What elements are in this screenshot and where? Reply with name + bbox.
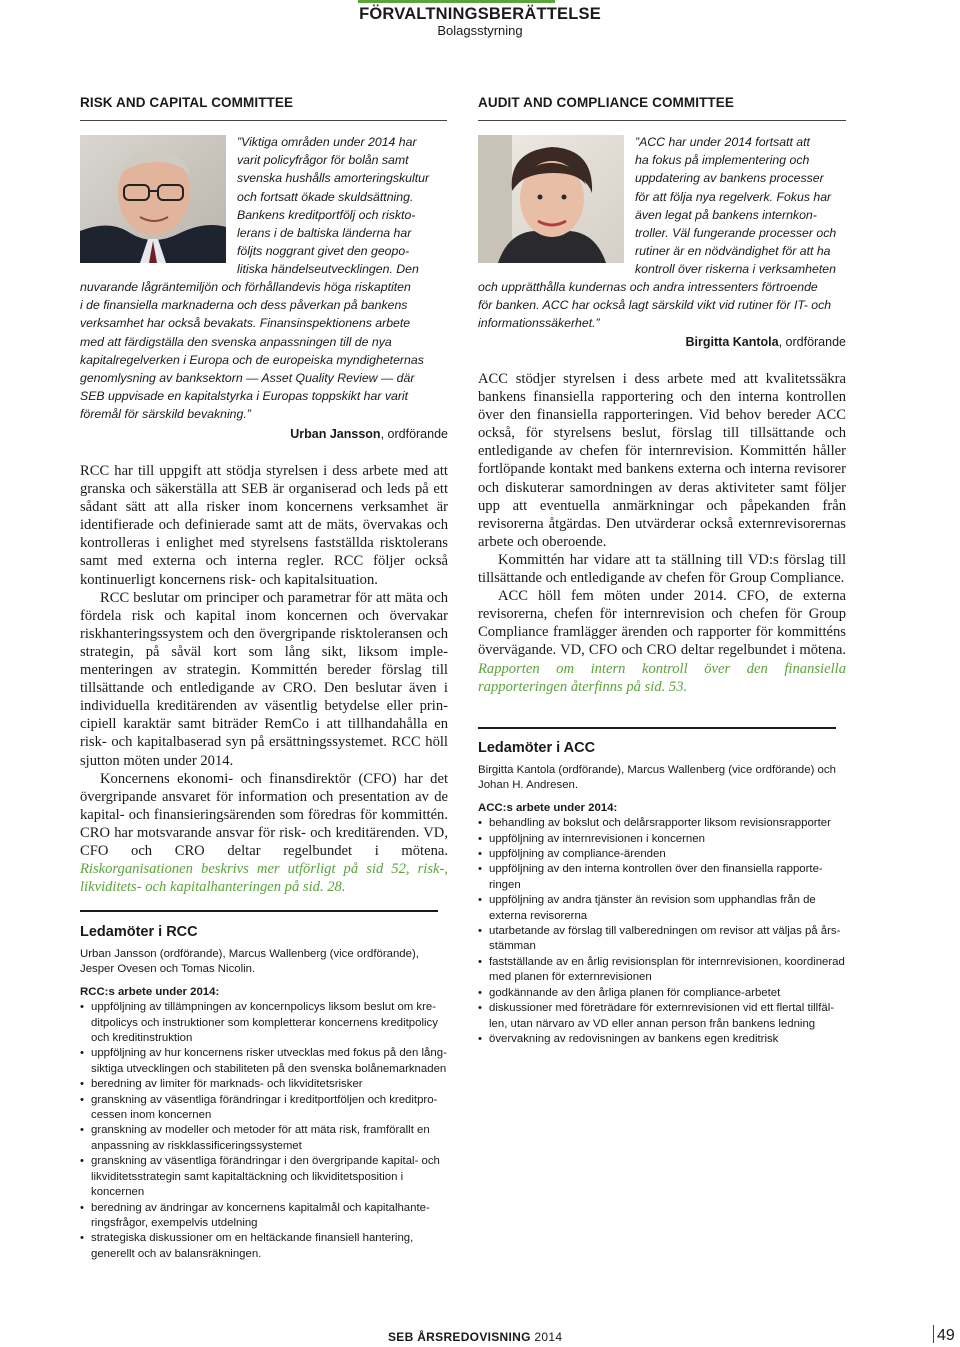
rcc-heading: RISK AND CAPITAL COMMITTEE [80, 95, 294, 110]
signature-name: Birgitta Kantola [685, 335, 779, 349]
list-item: • beredning av ändringar av koncernens kapitalmål och kapitalhanteringsfrågor, exempelvis utdelning [80, 1201, 448, 1232]
top-accent-bar [358, 0, 555, 3]
quote-line: för banken. ACC har också lagt särskild vikt vid rutiner för IT- och [478, 298, 832, 313]
rcc-body-paragraph-3-text: Koncernens ekonomi- och finansdirektör (CFO) har det övergripande ansvaret för information och presentation av de kapital- och finansieringsärenden som föredras för kommittén. CRO har motsvarande ansvar för risk- och kreditärenden. VD, CFO och CRO deltar regelbundet i mötena. [80, 770, 448, 859]
quote-line: kapitalregelverken i Europa och de europeiska myndigheternas [80, 352, 424, 367]
rcc-members-heading: Ledamöter i RCC [80, 924, 198, 940]
acc-body-paragraph-2: Kommittén har vidare att ta ställning till VD:s förslag till tillsättande och entledigande av chefen för Group Compliance. [478, 551, 846, 587]
quote-line: informationssäkerhet.” [478, 316, 600, 331]
signature-role: , ordförande [380, 427, 448, 441]
quote-line: rutiner är en nödvändighet för att ha [635, 244, 831, 259]
quote-line: med att färdigställa den svenska anpassningen till de nya [80, 334, 392, 349]
quote-line: och fortsatt ökade skuldsättning. [237, 189, 414, 204]
quote-line: verksamhet har också bevakats. Finansinspektionens arbete [80, 316, 411, 331]
acc-page-reference-link[interactable]: Rapporten om intern kontroll över den finansiella rapporteringen återfinns på sid. 53. [478, 660, 846, 695]
urban-jansson-photo [80, 135, 226, 263]
quote-line: varit policyfrågor för bolån samt [237, 153, 409, 168]
quote-line: SEB uppvisade en kapitalstyrka i Europas toppskikt har varit [80, 389, 409, 404]
quote-line: och upprätthålla kundernas och andra intressenters förtroende [478, 280, 818, 294]
quote-line: för att följa nya regelverk. Fokus har [635, 189, 832, 204]
quote-line: kontroll över riskerna i verksamheten [635, 262, 836, 277]
acc-heading: AUDIT AND COMPLIANCE COMMITTEE [478, 95, 734, 110]
list-item: • uppföljning av internrevisionen i koncernen [478, 832, 846, 847]
list-item: • behandling av bokslut och delårsrapporter liksom revisionsrapporter [478, 816, 846, 831]
quote-line: uppdatering av bankens processer [635, 171, 824, 186]
rcc-members-rule [80, 910, 438, 912]
signature-name: Urban Jansson [290, 427, 381, 441]
list-item: • godkännande av den årliga planen för compliance-arbetet [478, 986, 846, 1001]
quote-line: litiska händelseutvecklingen. Den [237, 262, 419, 277]
acc-members-heading: Ledamöter i ACC [478, 740, 596, 756]
footer-brand-name: SEB ÅRSREDOVISNING [388, 1330, 531, 1344]
list-item: • uppföljning av compliance-ärenden [478, 847, 846, 862]
list-item: • granskning av modeller och metoder för att mäta risk, framförallt en anpassning av riskklassificeringssystemet [80, 1123, 448, 1154]
list-item: • uppföljning av tillämpningen av koncernpolicys liksom beslut om kreditpolicys och instruktioner som kompletterar koncernens kreditpolicy och kreditinstruktion [80, 1000, 448, 1046]
quote-line: lerans i de baltiska länderna har [237, 226, 412, 241]
acc-body-paragraph-3-text: ACC höll fem möten under 2014. CFO, de externa revisorerna, chefen för internrevision och chefen för Group Compliance framlägger ärenden och rapporter för kommitténs övervägande. VD, CFO och CRO deltar regelbundet i mötena. [478, 588, 846, 659]
quote-line: föremål för särskild bevakning.” [80, 407, 251, 422]
quote-line: ”Viktiga områden under 2014 har [237, 135, 417, 149]
list-item: • uppföljning av den interna kontrollen över den finansiella rapporteringen [478, 862, 846, 893]
acc-work-label: ACC:s arbete under 2014: [478, 801, 618, 814]
acc-heading-rule [478, 120, 846, 121]
quote-line: ”ACC har under 2014 fortsatt att [635, 135, 810, 149]
signature-role: , ordförande [778, 335, 846, 349]
acc-work-list [478, 816, 846, 1047]
section-subtitle: Bolagsstyrning [437, 23, 523, 38]
list-item: • utarbetande av förslag till valberedningen om revisor att väljas på årsstämman [478, 924, 846, 955]
rcc-members-text: Urban Jansson (ordförande), Marcus Wallenberg (vice ordförande), Jesper Ovesen och Tomas Nicolin. [80, 948, 419, 976]
quote-line: svenska hushålls amorteringskultur [237, 171, 430, 186]
page-number: 49 [937, 1327, 955, 1344]
quote-line: ha fokus på implementering och [635, 153, 810, 168]
footer-brand [388, 1330, 562, 1344]
list-item: • fastställande av en årlig revisionsplan för internrevisionen, koordinerad med planen för externrevisionen [478, 955, 846, 986]
footer-year: 2014 [534, 1330, 563, 1344]
acc-quote-signature [630, 335, 846, 349]
quote-line: följts noggrant givet den geopo- [237, 244, 410, 259]
rcc-quote-bottom [80, 278, 450, 424]
rcc-work-list [80, 1000, 448, 1262]
acc-body-paragraph-1: ACC stödjer styrelsen i dess arbete med att kvalitetssäkra bankens finansiella rapportering och den interna kontrollen över den finansiella rapporteringen. Vid behov bereder ACC också, för styrelsens beslut, förslag till tillsättande och entledigande av chefen för internrevision. Kommittén håller fortlöpande kontakt med bankens externa och interna revisorer och diskuterar samordningen av deras aktiviteter samt följer upp att eventuella anmärkningar och påpekanden från revisorerna åtgärdas. Den utvärderar också externrevisorernas arbete och oberoende. [478, 371, 846, 550]
list-item: • beredning av limiter för marknads- och likviditetsrisker [80, 1077, 448, 1092]
quote-line: troller. Väl fungerande processer och [635, 226, 837, 241]
list-item: • uppföljning av andra tjänster än revision som upphandlas från de externa revisorerna [478, 893, 846, 924]
acc-members-rule [478, 727, 836, 729]
rcc-body-paragraph-1: RCC har till uppgift att stödja styrelsen i dess arbete med att granska och säkerställa att SEB är organiserad och leds på ett sådant sätt att alla risker inom koncernens verksamhet är identifierade och definierade samt att de mäts, övervakas och kontrolleras i enlighet med styrelsens fastställda risktolerans samt med externa och interna regler. RCC följer också kontinuerligt koncernens risk- och kapitalsituation. [80, 463, 448, 588]
rcc-work-label: RCC:s arbete under 2014: [80, 985, 220, 998]
quote-line: nuvarande lågräntemiljön och förhållandevis höga riskaptiten [80, 280, 411, 294]
rcc-heading-rule [80, 120, 447, 121]
acc-members-box [478, 763, 846, 1047]
rcc-page-reference-link[interactable]: Riskorganisationen beskrivs mer utförligt på sid 52, risk-, likviditets- och kapitalhanteringen på sid. 28. [80, 861, 448, 896]
acc-quote-bottom [478, 278, 850, 333]
list-item: • strategiska diskussioner om en heltäckande finansiell hantering, generellt och av balansräkningen. [80, 1231, 448, 1262]
rcc-quote-signature [230, 427, 448, 441]
rcc-members-box [80, 947, 448, 1262]
quote-line: även legat på bankens internkon- [635, 207, 817, 222]
list-item: • granskning av väsentliga förändringar i kreditportföljen och kreditprocessen inom koncernen [80, 1093, 448, 1124]
list-item: • granskning av väsentliga förändringar i den övergripande kapital- och likviditetsstrategin samt kapitaltäckning och likviditetsposition i koncernen [80, 1154, 448, 1200]
list-item: • övervakning av redovisningen av bankens egen kreditrisk [478, 1032, 846, 1047]
acc-body-paragraph-3 [478, 587, 846, 696]
rcc-body-paragraph-3 [80, 770, 448, 897]
section-title: FÖRVALTNINGSBERÄTTELSE [359, 5, 601, 23]
quote-line: i de finansiella marknaderna och dess påverkan på bankens [80, 298, 408, 313]
quote-line: Bankens kreditportfölj och riskto- [237, 207, 416, 222]
acc-body [478, 370, 846, 696]
birgitta-kantola-photo [478, 135, 624, 263]
rcc-body-paragraph-2: RCC beslutar om principer och parametrar för att mäta och fördela risk och kapital inom koncernen och övervakar riskhanteringssystem och den övergripande risktoleransen och strategin, på såväl kort som lång sikt, liksom implementeringen av strategin. Kommittén bereder förslag till tillsättande och entledigande av CRO. Den beslutar även i individuella kreditärenden av väsentlig betydelse eller principiell karaktär samt biträder RemCo i att tillhandahålla en risk- och kapitalbaserad syn på ersättningssystemet. RCC höll sjutton möten under 2014. [80, 589, 448, 769]
acc-members-text: Birgitta Kantola (ordförande), Marcus Wallenberg (vice ordförande) och Johan H. Andresen. [478, 764, 836, 792]
quote-line: genomlysning av banksektorn — Asset Quality Review — där [80, 371, 415, 386]
page-number-divider [933, 1325, 934, 1343]
list-item: • diskussioner med företrädare för externrevisionen vid ett flertal tillfällen, utan närvaro av VD eller annan person från bankens ledning [478, 1001, 846, 1032]
rcc-quote-top [237, 133, 449, 279]
acc-quote-top [635, 133, 850, 279]
rcc-body [80, 462, 448, 896]
list-item: • uppföljning av hur koncernens risker utvecklas med fokus på den långsiktiga utvecklingen och stabiliteten på den svenska bolånemarknaden [80, 1046, 448, 1077]
